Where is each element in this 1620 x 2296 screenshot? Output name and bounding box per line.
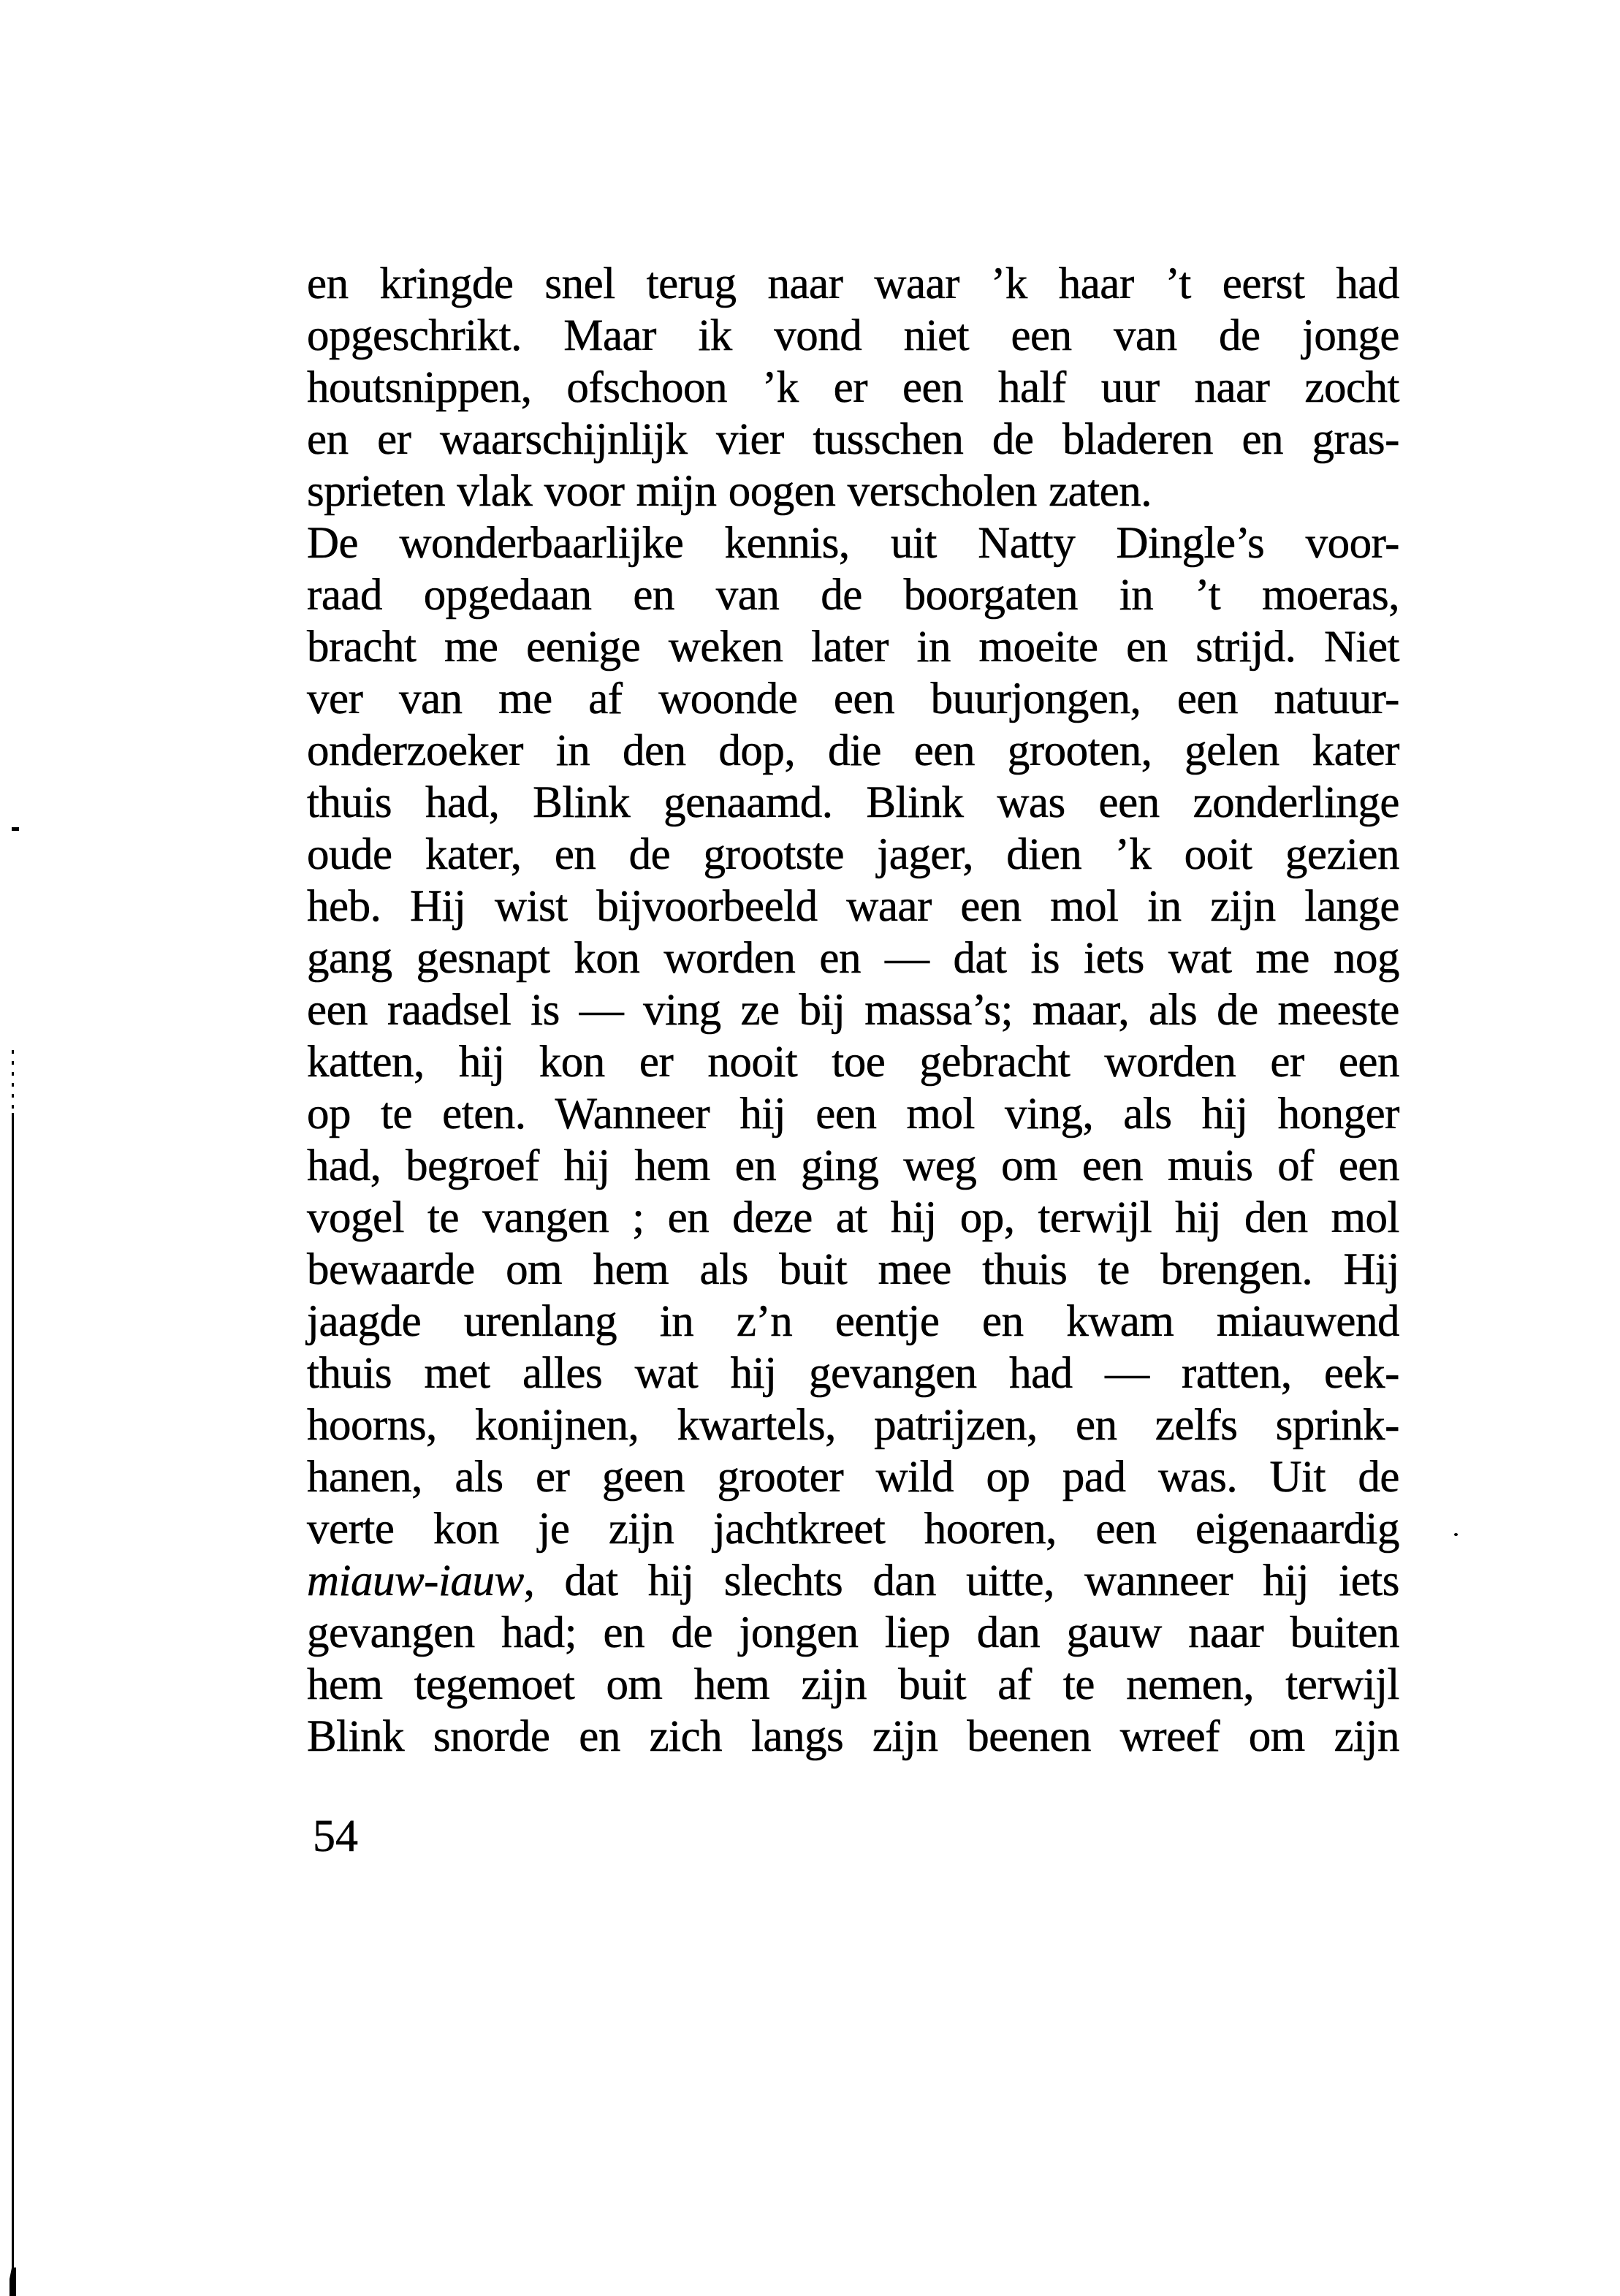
- text-line: miauw-iauw, dat hij slechts dan uitte, wanneer hij iets: [307, 1556, 1399, 1605]
- scan-artifact-tick: [12, 827, 19, 831]
- italic-word: miauw-iauw: [307, 1556, 524, 1605]
- text-line: katten, hij kon er nooit toe gebracht worden er een: [307, 1038, 1399, 1087]
- scan-artifact-spine-line-foot: [9, 2268, 16, 2296]
- text-line: bewaarde om hem als buit mee thuis te brengen. Hij: [307, 1245, 1399, 1294]
- text-line: jaagde urenlang in z’n eentje en kwam miauwend: [307, 1297, 1399, 1346]
- text-line: De wonderbaarlijke kennis, uit Natty Dingle’s voor-: [307, 519, 1399, 568]
- scan-artifact-spine-line-dashed: [12, 1050, 14, 1114]
- text-line: heb. Hij wist bijvoorbeeld waar een mol in zijn lange: [307, 882, 1399, 931]
- text-line: hoorns, konijnen, kwartels, patrijzen, en zelfs sprink-: [307, 1401, 1399, 1450]
- text-line: Blink snorde en zich langs zijn beenen wreef om zijn: [307, 1712, 1399, 1761]
- scan-artifact-spine-line: [12, 1113, 14, 2296]
- text-line: en kringde snel terug naar waar ’k haar ’t eerst had: [307, 259, 1399, 308]
- text-line: thuis had, Blink genaamd. Blink was een zonderlinge: [307, 778, 1399, 827]
- text-line: had, begroef hij hem en ging weg om een muis of een: [307, 1141, 1399, 1190]
- text-line: bracht me eenige weken later in moeite en strijd. Niet: [307, 623, 1399, 672]
- text-line: en er waarschijnlijk vier tusschen de bladeren en gras-: [307, 415, 1399, 464]
- text-line: ver van me af woonde een buurjongen, een natuur-: [307, 674, 1399, 723]
- text-line: opgeschrikt. Maar ik vond niet een van de jonge: [307, 311, 1399, 360]
- text-line: vogel te vangen ; en deze at hij op, terwijl hij den mol: [307, 1193, 1399, 1242]
- page-number: 54: [313, 1812, 358, 1861]
- text-line: gevangen had; en de jongen liep dan gauw naar buiten: [307, 1608, 1399, 1657]
- text-line: hem tegemoet om hem zijn buit af te nemen, terwijl: [307, 1660, 1399, 1709]
- text-line: raad opgedaan en van de boorgaten in ’t moeras,: [307, 571, 1399, 620]
- text-line: oude kater, en de grootste jager, dien ’k ooit gezien: [307, 830, 1399, 879]
- text-line: onderzoeker in den dop, die een grooten, gelen kater: [307, 726, 1399, 775]
- text-line: hanen, als er geen grooter wild op pad was. Uit de: [307, 1453, 1399, 1502]
- text-line: houtsnippen, ofschoon ’k er een half uur naar zocht: [307, 363, 1399, 412]
- text-line: een raadsel is — ving ze bij massa’s; maar, als de meeste: [307, 986, 1399, 1035]
- text-line: thuis met alles wat hij gevangen had — ratten, eek-: [307, 1349, 1399, 1398]
- text-line: gang gesnapt kon worden en — dat is iets wat me nog: [307, 934, 1399, 983]
- scan-artifact-speck: [1454, 1533, 1458, 1536]
- body-text: [307, 258, 1399, 1763]
- text-line: op te eten. Wanneer hij een mol ving, als hij honger: [307, 1090, 1399, 1139]
- text-line: sprieten vlak voor mijn oogen verscholen zaten.: [307, 467, 1152, 516]
- text-line: verte kon je zijn jachtkreet hooren, een eigenaardig: [307, 1505, 1399, 1554]
